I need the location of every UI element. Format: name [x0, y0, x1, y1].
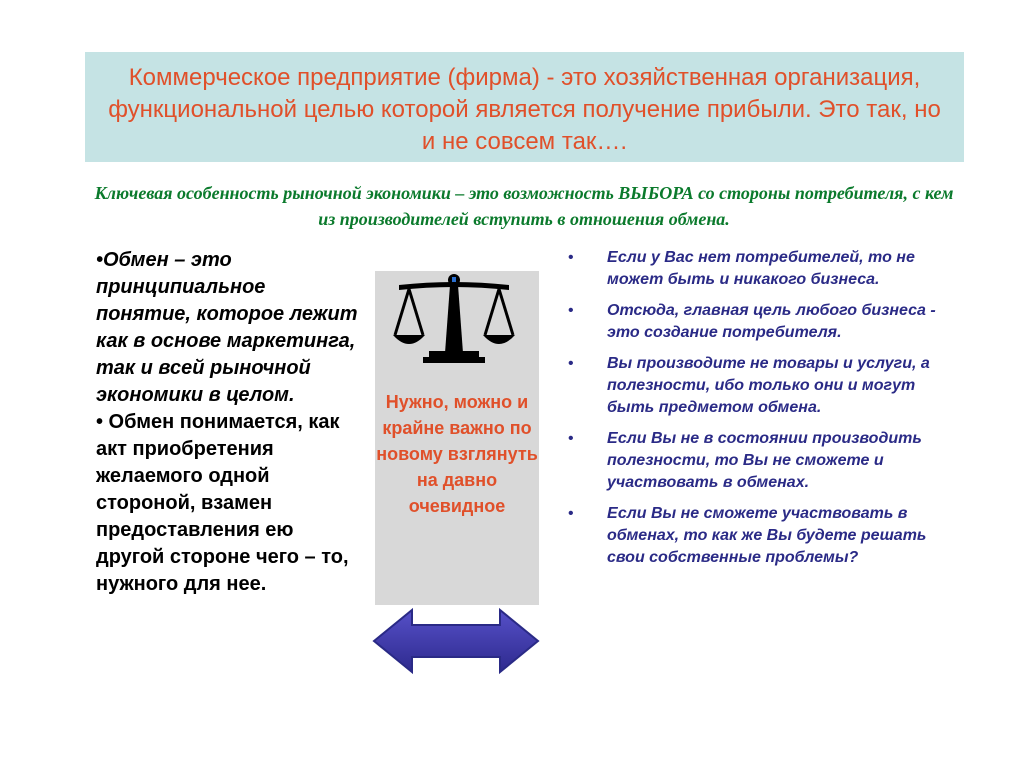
list-item — [565, 300, 965, 344]
title-box — [85, 52, 964, 162]
right-bullet-list — [565, 247, 965, 578]
list-item — [565, 503, 965, 569]
center-panel — [375, 271, 539, 605]
bullet-icon: • — [568, 302, 574, 319]
scales-icon — [393, 273, 515, 365]
bullet-icon: • — [568, 249, 574, 266]
list-item-text: Вы производите не товары и услуги, а полезности, ибо только они и могут быть предметом обмена. — [607, 355, 930, 416]
list-item-text: Если Вы не сможете участвовать в обменах, то как же Вы будете решать свои собственные проблемы? — [607, 505, 927, 566]
list-item-text: Если у Вас нет потребителей, то не может быть и никакого бизнеса. — [607, 249, 915, 288]
list-item — [565, 247, 965, 291]
slide-subtitle: Ключевая особенность рыночной экономики – это возможность ВЫБОРА со стороны потребителя, с кем из производителей вступить в отношения обмена. — [94, 183, 954, 229]
center-text: Нужно, можно и крайне важно по новому взглянуть на давно очевидное — [376, 392, 538, 516]
list-item — [565, 353, 965, 419]
bullet-icon: • — [568, 505, 574, 522]
left-paragraph-definition: • Обмен понимается, как акт приобретения желаемого одной стороной, взамен предоставления ею другой стороне чего – то, нужного для нее. — [96, 411, 349, 595]
bullet-icon: • — [568, 355, 574, 372]
left-text-block — [96, 247, 358, 598]
list-item-text: Если Вы не в состоянии производить полезности, то Вы не сможете и участвовать в обменах. — [607, 430, 922, 491]
list-item — [565, 428, 965, 494]
slide-title: Коммерческое предприятие (фирма) - это хозяйственная организация, функциональной целью которой является получение прибыли. Это так, но и не совсем так…. — [108, 64, 941, 155]
left-paragraph-exchange: •Обмен – это принципиальное понятие, которое лежит как в основе маркетинга, так и всей рыночной экономики в целом. — [96, 249, 358, 406]
double-arrow-icon — [372, 607, 540, 675]
bullet-icon: • — [568, 430, 574, 447]
list-item-text: Отсюда, главная цель любого бизнеса - это создание потребителя. — [607, 302, 936, 341]
